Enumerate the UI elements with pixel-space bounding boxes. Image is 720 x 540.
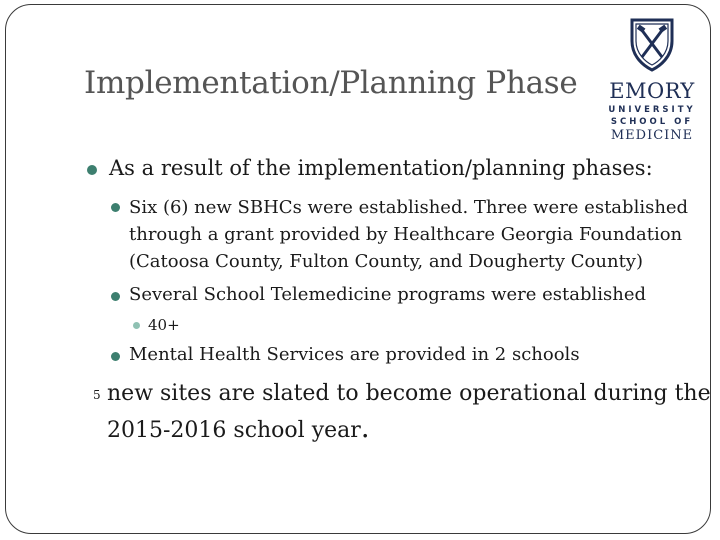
slide-title: Implementation/Planning Phase [84,65,578,101]
bullet-telemedicine-count-text: 40+ [148,316,180,334]
closing-line2: 2015-2016 school year [107,418,361,443]
bullet-intro [109,156,653,180]
bullet-dot-icon [133,322,140,329]
bullet-sbhc-line3: (Catoosa County, Fulton County, and Dougherty County) [129,251,643,272]
closing-statement [107,377,711,448]
bullet-sbhc [129,194,688,275]
bullet-sbhc-line1: Six (6) new SBHCs were established. Three were established [129,197,689,218]
bullet-dot-icon [87,165,97,175]
bullet-mental-health-text: Mental Health Services are provided in 2 schools [129,344,580,365]
slide-frame [5,4,711,534]
closing-line1: new sites are slated to become operational during the [107,381,711,406]
emory-shield-icon [628,17,676,73]
bullet-dot-icon [111,292,120,301]
bullet-intro-text: As a result of the implementation/planning phases: [109,156,653,180]
logo-university: UNIVERSITY [608,105,696,115]
bullet-dot-icon [111,352,120,361]
bullet-telemedicine [129,284,646,305]
emory-logo [606,17,698,143]
logo-school-of: SCHOOL OF [610,117,694,127]
bullet-telemedicine-text: Several School Telemedicine programs were established [129,284,647,305]
bullet-mental-health [129,344,580,365]
closing-number: 5 [93,388,101,402]
bullet-telemedicine-count [148,316,180,334]
bullet-dot-icon [111,203,120,212]
logo-name: EMORY [609,79,695,103]
closing-line2-wrap [107,411,711,448]
logo-medicine: MEDICINE [610,128,694,143]
bullet-sbhc-line2: through a grant provided by Healthcare Georgia Foundation [129,224,683,245]
closing-period: . [360,411,370,444]
